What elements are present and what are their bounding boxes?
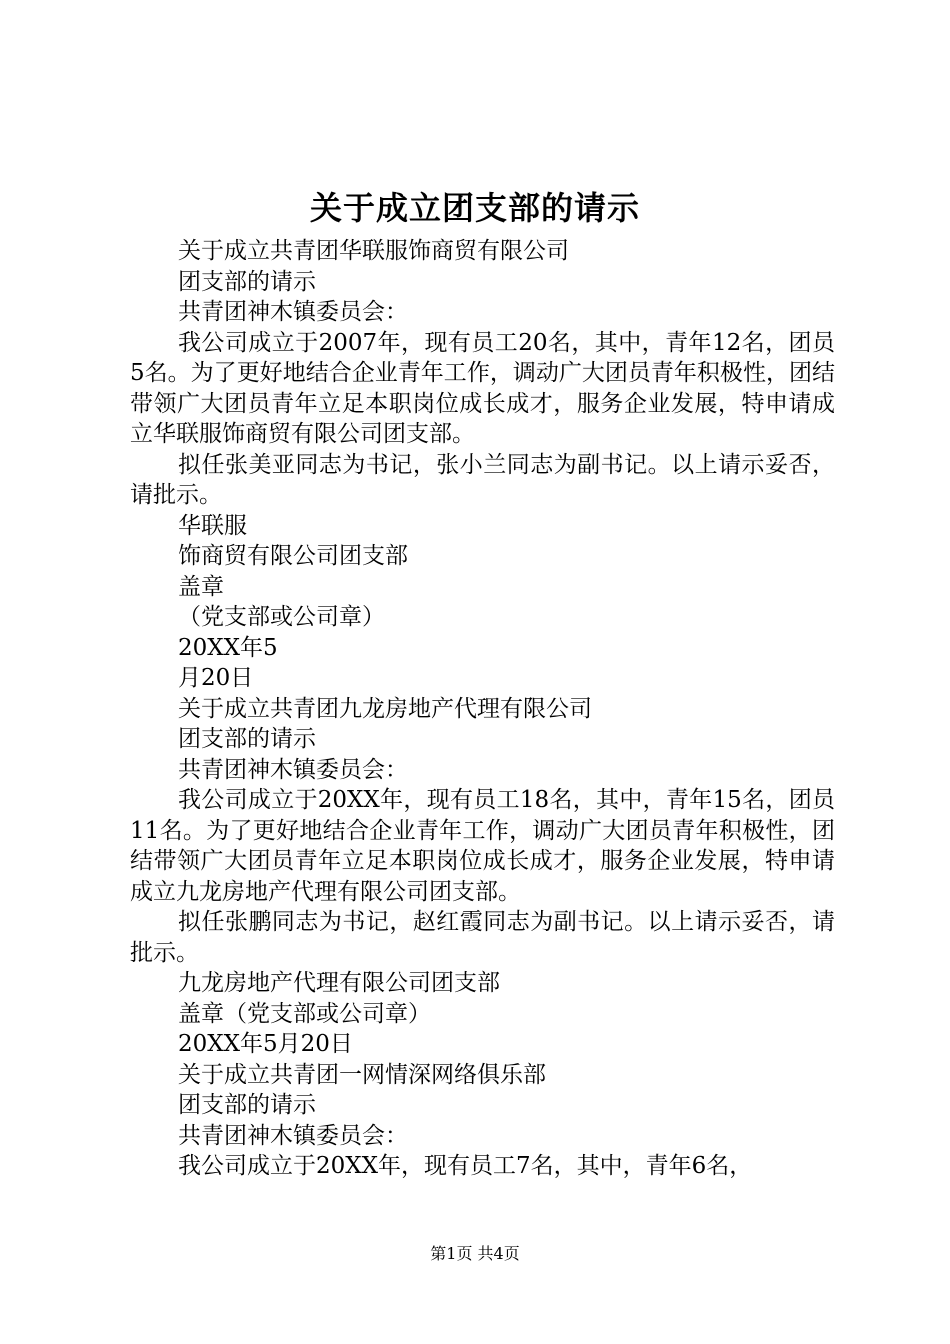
paragraph: （党支部或公司章）	[178, 604, 385, 630]
paragraph: 团支部的请示	[178, 268, 316, 295]
paragraph: 我公司成立于20XX年，现有员工7名，其中，青年6名，	[178, 1153, 753, 1179]
paragraph: 团支部的请示	[178, 1092, 316, 1118]
paragraph: 20XX年5月20日	[178, 1031, 353, 1057]
paragraph: 拟任张美亚同志为书记，张小兰同志为副书记。以上请示妥否，请批示。	[130, 451, 835, 508]
paragraph: 20XX年5	[178, 634, 278, 661]
paragraph: 我公司成立于2007年，现有员工20名，其中，青年12名，团员5名。为了更好地结合企业青年工作，调动广大团员青年积极性，团结带领广大团员青年立足本职岗位成长成才，服务企业发展，特申请成立华联服饰商贸有限公司团支部。	[130, 329, 835, 447]
paragraph: 饰商贸有限公司团支部	[178, 543, 408, 569]
paragraph: 我公司成立于20XX年，现有员工18名，其中，青年15名，团员11名。为了更好地结合企业青年工作，调动广大团员青年积极性，团结带领广大团员青年立足本职岗位成长成才，服务企业发展，特申请成立九龙房地产代理有限公司团支部。	[130, 787, 835, 905]
document-body	[130, 236, 835, 1182]
paragraph: 华联服	[178, 512, 247, 539]
paragraph: 盖章（党支部或公司章）	[178, 1000, 431, 1027]
paragraph: 共青团神木镇委员会：	[178, 756, 408, 783]
paragraph: 共青团神木镇委员会：	[178, 299, 408, 325]
paragraph: 盖章	[178, 573, 224, 600]
page-footer: 第1页 共4页	[430, 1244, 520, 1263]
paragraph: 关于成立共青团华联服饰商贸有限公司	[178, 238, 569, 264]
paragraph: 月20日	[178, 665, 254, 691]
paragraph: 关于成立共青团九龙房地产代理有限公司	[178, 695, 592, 722]
paragraph: 关于成立共青团一网情深网络俱乐部	[178, 1061, 546, 1088]
paragraph: 共青团神木镇委员会：	[178, 1122, 408, 1149]
paragraph: 团支部的请示	[178, 726, 316, 752]
paragraph: 拟任张鹏同志为书记，赵红霞同志为副书记。以上请示妥否，请批示。	[130, 909, 835, 966]
paragraph: 九龙房地产代理有限公司团支部	[178, 970, 500, 996]
document-title: 关于成立团支部的请示	[309, 189, 640, 227]
